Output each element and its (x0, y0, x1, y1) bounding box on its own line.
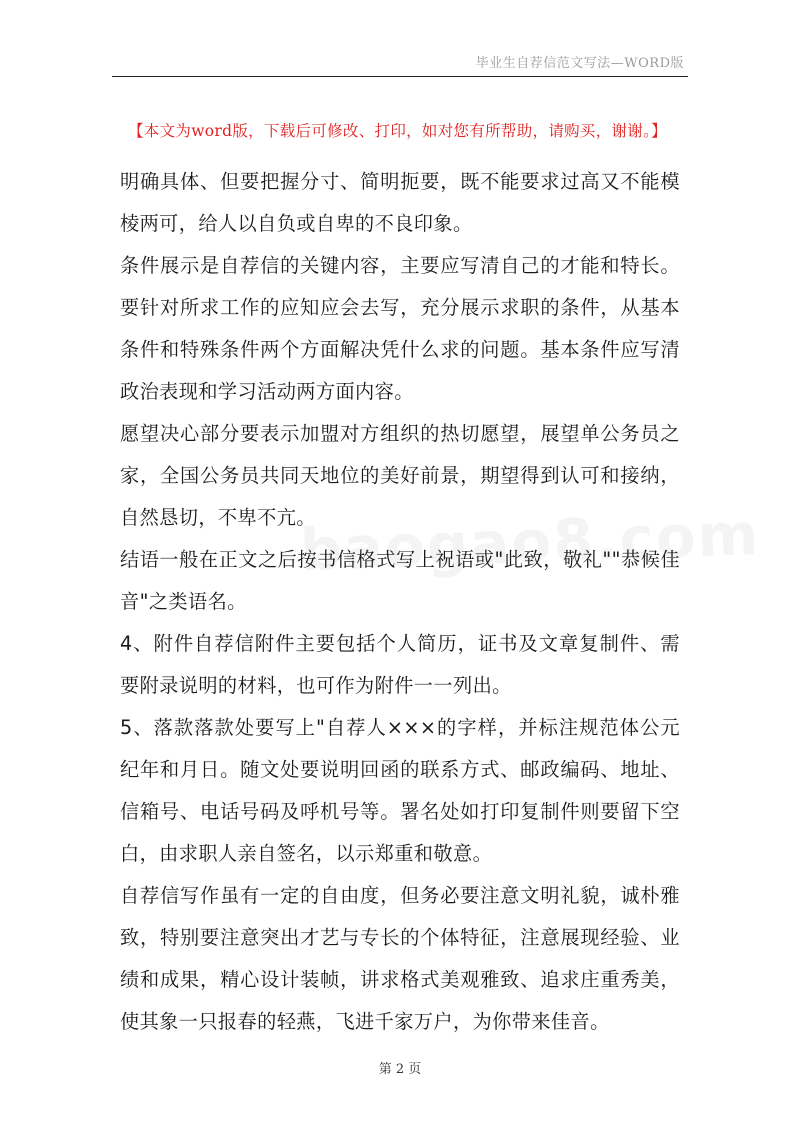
download-notice: 【本文为word版，下载后可修改、打印，如对您有所帮助，请购买，谢谢。】 (128, 122, 667, 140)
paragraph: 条件展示是自荐信的关键内容，主要应写清自己的才能和特长。要针对所求工作的应知应会去写，充分展示求职的条件，从基本条件和特殊条件两个方面解决凭什么求的问题。基本条件应写清政治表现和学习活动两方面内容。 (120, 254, 680, 403)
paragraph: 4、附件自荐信附件主要包括个人简历，证书及文章复制件、需要附录说明的材料，也可作为附件一一列出。 (120, 632, 680, 697)
paragraph: 5、落款落款处要写上"自荐人×××的字样，并标注规范体公元纪年和月日。随文处要说明回函的联系方式、邮政编码、地址、信箱号、电话号码及呼机号等。署名处如打印复制件则要留下空白，由求职人亲自签名，以示郑重和敬意。 (120, 716, 680, 865)
paragraph: 明确具体、但要把握分寸、简明扼要，既不能要求过高又不能模棱两可，给人以自负或自卑的不良印象。 (120, 170, 680, 235)
document-header-title: 毕业生自荐信范文写法—WORD版 (475, 56, 684, 71)
paragraph: 自荐信写作虽有一定的自由度，但务必要注意文明礼貌，诚朴雅致，特别要注意突出才艺与专长的个体特征，注意展现经验、业绩和成果，精心设计装帧，讲求格式美观雅致、追求庄重秀美，使其象一只报春的轻燕，飞进千家万户，为你带来佳音。 (120, 884, 680, 1033)
paragraph: 愿望决心部分要表示加盟对方组织的热切愿望，展望单公务员之家，全国公务员共同天地位的美好前景，期望得到认可和接纳，自然恳切，不卑不亢。 (120, 422, 680, 529)
paragraph: 结语一般在正文之后按书信格式写上祝语或"此致，敬礼""恭候佳音"之类语名。 (120, 548, 680, 613)
document-body (120, 161, 680, 1043)
page-number: 第 2 页 (378, 1062, 422, 1077)
header-divider (112, 76, 688, 77)
